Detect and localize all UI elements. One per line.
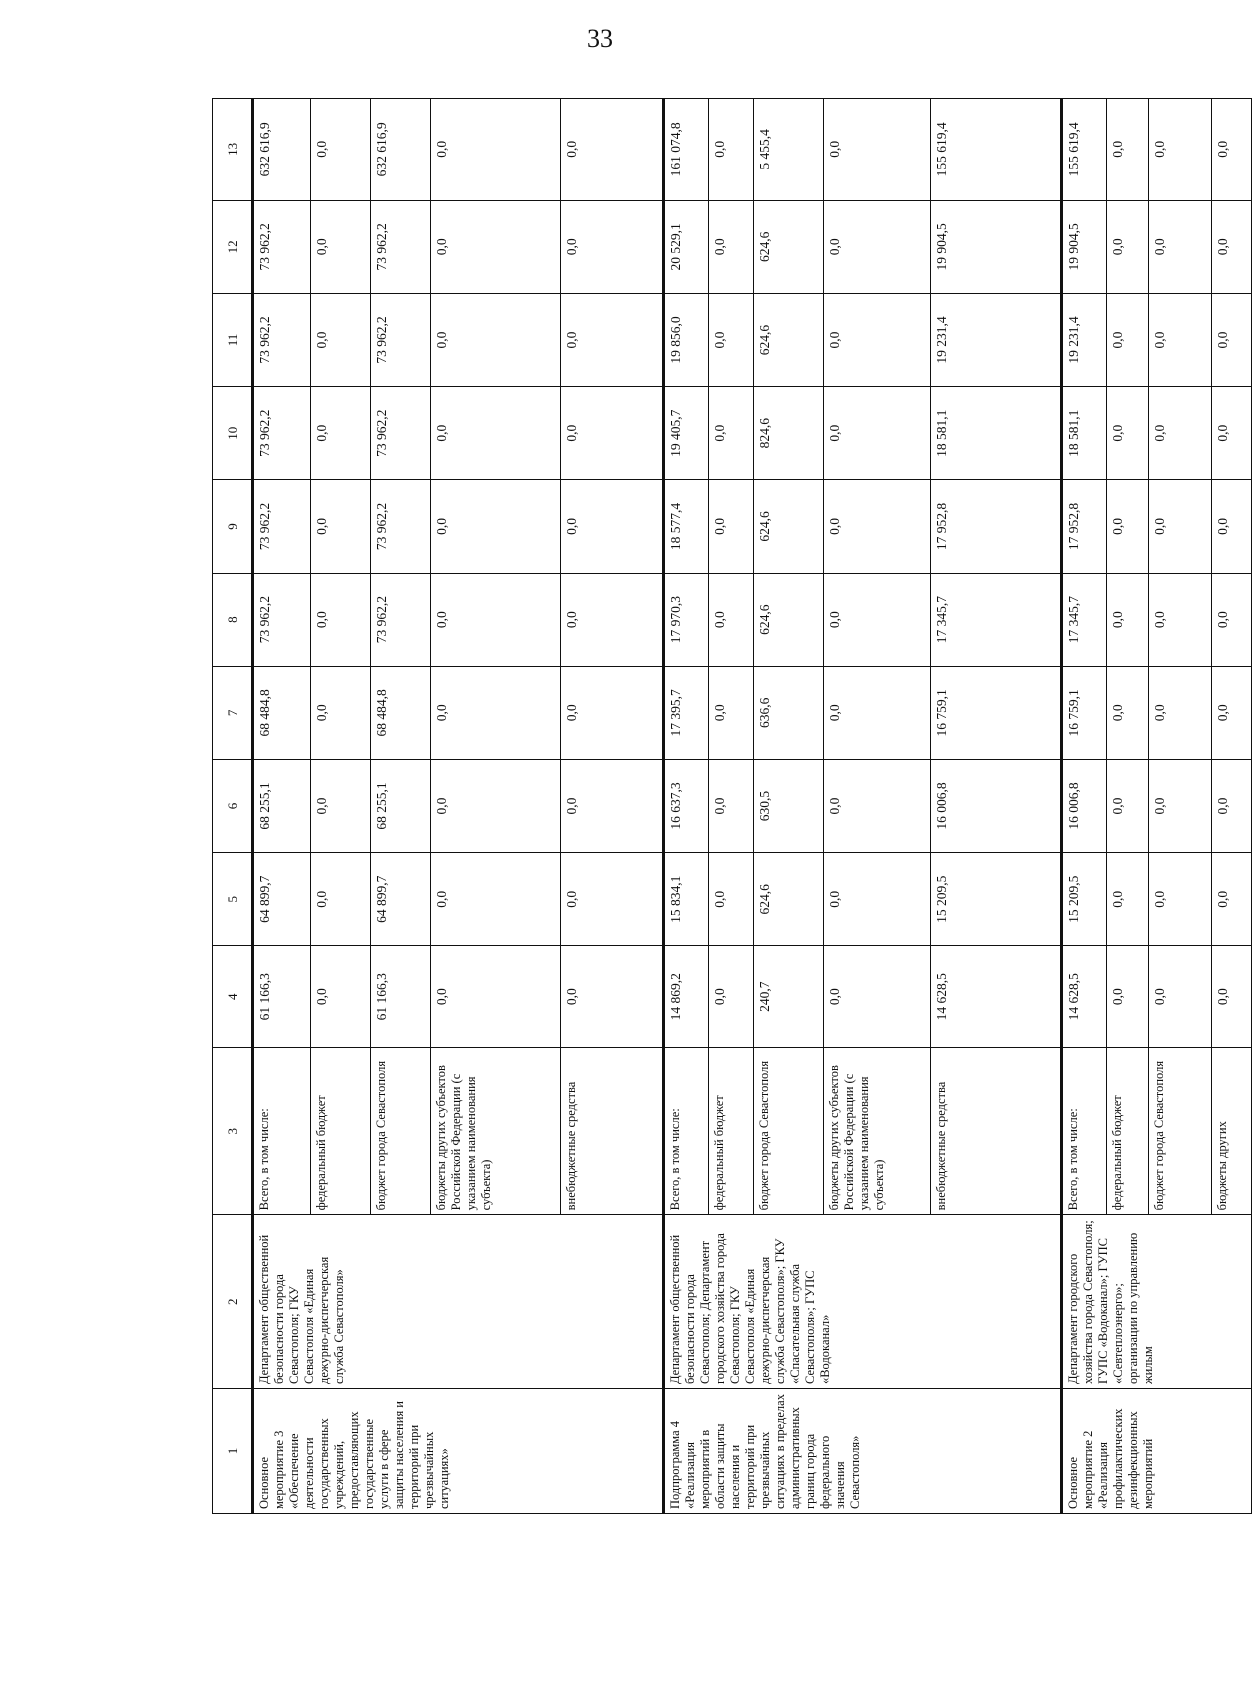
value-cell: 0,0	[1149, 200, 1212, 293]
value-cell: 14 628,5	[1061, 946, 1106, 1048]
value-cell: 0,0	[823, 946, 931, 1048]
value-cell: 18 581,1	[1061, 387, 1106, 480]
value-cell: 0,0	[1106, 853, 1149, 946]
value-cell: 632 616,9	[253, 99, 311, 201]
value-cell: 624,6	[753, 573, 823, 666]
value-cell: 0,0	[1106, 946, 1149, 1048]
value-cell: 16 006,8	[1061, 759, 1106, 852]
value-cell: 0,0	[1149, 293, 1212, 386]
funding-source-cell: федеральный бюджет	[708, 1048, 753, 1215]
value-cell: 0,0	[310, 573, 370, 666]
value-cell: 0,0	[823, 387, 931, 480]
value-cell: 16 637,3	[663, 759, 708, 852]
value-cell: 0,0	[560, 666, 663, 759]
budget-table	[212, 98, 1252, 1514]
table-row	[1061, 99, 1106, 1514]
funding-source-cell: бюджет города Севастополя	[753, 1048, 823, 1215]
value-cell: 73 962,2	[253, 480, 311, 573]
value-cell: 0,0	[430, 759, 560, 852]
value-cell: 0,0	[708, 666, 753, 759]
value-cell: 161 074,8	[663, 99, 708, 201]
value-cell: 0,0	[708, 946, 753, 1048]
value-cell: 0,0	[1106, 200, 1149, 293]
value-cell: 0,0	[1211, 666, 1251, 759]
value-cell: 68 255,1	[370, 759, 430, 852]
value-cell: 0,0	[430, 99, 560, 201]
value-cell: 73 962,2	[370, 480, 430, 573]
value-cell: 0,0	[708, 200, 753, 293]
value-cell: 0,0	[430, 387, 560, 480]
value-cell: 16 006,8	[931, 759, 1061, 852]
value-cell: 0,0	[430, 200, 560, 293]
value-cell: 0,0	[430, 573, 560, 666]
value-cell: 16 759,1	[1061, 666, 1106, 759]
value-cell: 73 962,2	[253, 200, 311, 293]
value-cell: 0,0	[1211, 200, 1251, 293]
value-cell: 19 904,5	[1061, 200, 1106, 293]
value-cell: 73 962,2	[253, 387, 311, 480]
value-cell: 624,6	[753, 293, 823, 386]
value-cell: 61 166,3	[370, 946, 430, 1048]
value-cell: 19 231,4	[1061, 293, 1106, 386]
value-cell: 0,0	[1149, 853, 1212, 946]
value-cell: 0,0	[430, 480, 560, 573]
funding-source-cell: бюджеты других субъектов Российской Федерации (с указанием наименования субъекта)	[430, 1048, 560, 1215]
value-cell: 18 581,1	[931, 387, 1061, 480]
value-cell: 0,0	[708, 480, 753, 573]
value-cell: 73 962,2	[370, 573, 430, 666]
value-cell: 73 962,2	[370, 293, 430, 386]
value-cell: 0,0	[560, 99, 663, 201]
value-cell: 19 904,5	[931, 200, 1061, 293]
value-cell: 0,0	[1211, 99, 1251, 201]
value-cell: 0,0	[310, 293, 370, 386]
funding-source-cell: Всего, в том числе:	[1061, 1048, 1106, 1215]
value-cell: 0,0	[1106, 666, 1149, 759]
value-cell: 0,0	[1149, 666, 1212, 759]
value-cell: 68 484,8	[370, 666, 430, 759]
value-cell: 624,6	[753, 200, 823, 293]
funding-source-cell: Всего, в том числе:	[663, 1048, 708, 1215]
value-cell: 0,0	[310, 666, 370, 759]
value-cell: 64 899,7	[253, 853, 311, 946]
value-cell: 17 345,7	[931, 573, 1061, 666]
value-cell: 0,0	[310, 99, 370, 201]
funding-source-cell: внебюджетные средства	[931, 1048, 1061, 1215]
rotated-table-container	[212, 98, 1252, 1514]
value-cell: 73 962,2	[253, 293, 311, 386]
column-header: 13	[213, 99, 253, 201]
value-cell: 61 166,3	[253, 946, 311, 1048]
funding-source-cell: внебюджетные средства	[560, 1048, 663, 1215]
value-cell: 64 899,7	[370, 853, 430, 946]
funding-source-cell: федеральный бюджет	[1106, 1048, 1149, 1215]
value-cell: 68 255,1	[253, 759, 311, 852]
value-cell: 0,0	[560, 200, 663, 293]
table-row	[253, 99, 311, 1514]
value-cell: 0,0	[560, 387, 663, 480]
value-cell: 0,0	[1211, 573, 1251, 666]
value-cell: 0,0	[823, 666, 931, 759]
column-header: 6	[213, 759, 253, 852]
value-cell: 15 209,5	[1061, 853, 1106, 946]
value-cell: 0,0	[560, 946, 663, 1048]
value-cell: 0,0	[1149, 573, 1212, 666]
value-cell: 17 970,3	[663, 573, 708, 666]
value-cell: 632 616,9	[370, 99, 430, 201]
value-cell: 624,6	[753, 853, 823, 946]
value-cell: 240,7	[753, 946, 823, 1048]
table-row	[663, 99, 708, 1514]
value-cell: 0,0	[708, 99, 753, 201]
value-cell: 0,0	[560, 759, 663, 852]
value-cell: 15 209,5	[931, 853, 1061, 946]
value-cell: 636,6	[753, 666, 823, 759]
value-cell: 0,0	[560, 573, 663, 666]
value-cell: 624,6	[753, 480, 823, 573]
column-header: 7	[213, 666, 253, 759]
value-cell: 0,0	[1106, 387, 1149, 480]
value-cell: 0,0	[310, 853, 370, 946]
value-cell: 0,0	[708, 853, 753, 946]
column-header: 5	[213, 853, 253, 946]
column-header: 9	[213, 480, 253, 573]
executor-cell: Департамент общественной безопасности города Севастополя; ГКУ Севастополя «Единая дежурно-диспетчерская служба Севастополя»	[253, 1215, 664, 1389]
value-cell: 630,5	[753, 759, 823, 852]
value-cell: 17 395,7	[663, 666, 708, 759]
funding-source-cell: бюджеты других	[1211, 1048, 1251, 1215]
program-name-cell: Подпрограмма 4 «Реализация мероприятий в области защиты населения и территорий при чрезвычайных ситуациях в пределах административных границ города федерального значения Севастополя»	[663, 1389, 1061, 1514]
value-cell: 0,0	[430, 946, 560, 1048]
value-cell: 0,0	[1149, 759, 1212, 852]
value-cell: 18 577,4	[663, 480, 708, 573]
column-header: 3	[213, 1048, 253, 1215]
column-header: 1	[213, 1389, 253, 1514]
column-header: 12	[213, 200, 253, 293]
value-cell: 0,0	[1211, 946, 1251, 1048]
value-cell: 0,0	[310, 480, 370, 573]
value-cell: 0,0	[310, 759, 370, 852]
value-cell: 17 345,7	[1061, 573, 1106, 666]
column-header: 11	[213, 293, 253, 386]
value-cell: 0,0	[430, 853, 560, 946]
value-cell: 15 834,1	[663, 853, 708, 946]
value-cell: 824,6	[753, 387, 823, 480]
value-cell: 0,0	[1149, 387, 1212, 480]
value-cell: 0,0	[1106, 293, 1149, 386]
value-cell: 19 231,4	[931, 293, 1061, 386]
column-header: 8	[213, 573, 253, 666]
value-cell: 0,0	[560, 293, 663, 386]
value-cell: 0,0	[823, 200, 931, 293]
value-cell: 19 405,7	[663, 387, 708, 480]
value-cell: 0,0	[430, 293, 560, 386]
value-cell: 155 619,4	[1061, 99, 1106, 201]
value-cell: 17 952,8	[1061, 480, 1106, 573]
value-cell: 14 869,2	[663, 946, 708, 1048]
funding-source-cell: бюджеты других субъектов Российской Федерации (с указанием наименования субъекта)	[823, 1048, 931, 1215]
value-cell: 20 529,1	[663, 200, 708, 293]
value-cell: 0,0	[823, 480, 931, 573]
value-cell: 0,0	[560, 853, 663, 946]
value-cell: 0,0	[1211, 293, 1251, 386]
funding-source-cell: Всего, в том числе:	[253, 1048, 311, 1215]
value-cell: 0,0	[823, 99, 931, 201]
value-cell: 68 484,8	[253, 666, 311, 759]
executor-cell: Департамент общественной безопасности города Севастополя; Департамент городского хозяйства города Севастополя; ГКУ Севастополя «Единая дежурно-диспетчерская служба Севастополя»; ГКУ «Спасательная служба Севастополя»; ГУПС «Водоканал»	[663, 1215, 1061, 1389]
page-number: 33	[587, 24, 613, 53]
value-cell: 0,0	[823, 293, 931, 386]
value-cell: 0,0	[708, 573, 753, 666]
column-header: 2	[213, 1215, 253, 1389]
value-cell: 0,0	[310, 200, 370, 293]
value-cell: 0,0	[1106, 99, 1149, 201]
value-cell: 0,0	[1211, 387, 1251, 480]
value-cell: 0,0	[1106, 759, 1149, 852]
value-cell: 0,0	[1149, 480, 1212, 573]
value-cell: 0,0	[823, 853, 931, 946]
value-cell: 0,0	[823, 759, 931, 852]
value-cell: 0,0	[310, 387, 370, 480]
funding-source-cell: бюджет города Севастополя	[1149, 1048, 1212, 1215]
value-cell: 0,0	[708, 387, 753, 480]
value-cell: 16 759,1	[931, 666, 1061, 759]
value-cell: 155 619,4	[931, 99, 1061, 201]
value-cell: 73 962,2	[370, 200, 430, 293]
value-cell: 0,0	[1106, 480, 1149, 573]
value-cell: 0,0	[1211, 853, 1251, 946]
header-row	[213, 99, 253, 1514]
value-cell: 17 952,8	[931, 480, 1061, 573]
funding-source-cell: бюджет города Севастополя	[370, 1048, 430, 1215]
value-cell: 5 455,4	[753, 99, 823, 201]
value-cell: 0,0	[823, 573, 931, 666]
funding-source-cell: федеральный бюджет	[310, 1048, 370, 1215]
program-name-cell: Основное мероприятие 2 «Реализация профилактических дезинфекционных мероприятий	[1061, 1389, 1251, 1514]
value-cell: 0,0	[1211, 759, 1251, 852]
value-cell: 73 962,2	[253, 573, 311, 666]
value-cell: 73 962,2	[370, 387, 430, 480]
value-cell: 0,0	[1149, 99, 1212, 201]
value-cell: 0,0	[430, 666, 560, 759]
value-cell: 0,0	[1211, 480, 1251, 573]
value-cell: 0,0	[1149, 946, 1212, 1048]
value-cell: 0,0	[708, 293, 753, 386]
program-name-cell: Основное мероприятие 3 «Обеспечение деятельности государственных учреждений, предоставляющих государственные услуги в сфере защиты населения и территорий при чрезвычайных ситуациях»	[253, 1389, 664, 1514]
value-cell: 0,0	[560, 480, 663, 573]
column-header: 4	[213, 946, 253, 1048]
value-cell: 0,0	[1106, 573, 1149, 666]
value-cell: 19 856,0	[663, 293, 708, 386]
executor-cell: Департамент городского хозяйства города Севастополя; ГУПС «Водоканал»; ГУПС «Севтеплоэнерго»; организации по управлению жилым	[1061, 1215, 1251, 1389]
value-cell: 14 628,5	[931, 946, 1061, 1048]
value-cell: 0,0	[708, 759, 753, 852]
value-cell: 0,0	[310, 946, 370, 1048]
column-header: 10	[213, 387, 253, 480]
